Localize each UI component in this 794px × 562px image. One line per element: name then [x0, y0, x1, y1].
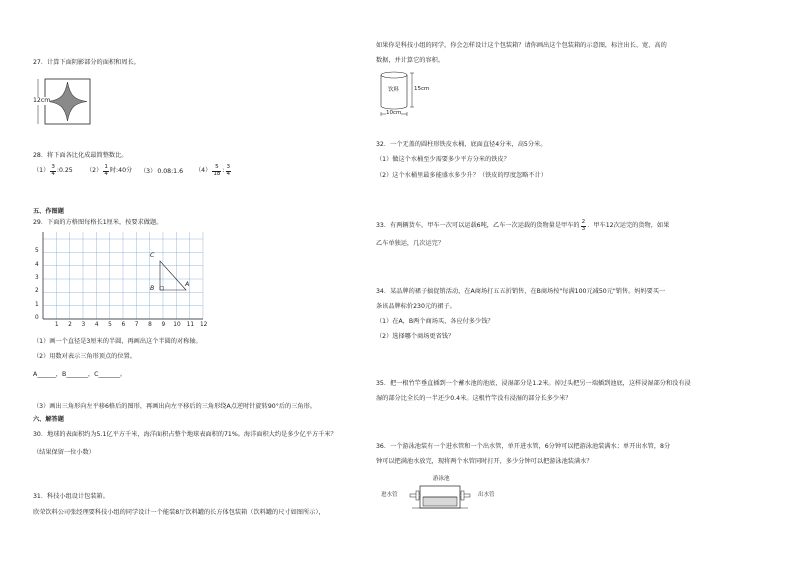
q36-pool-figure — [376, 473, 536, 518]
q33-part2: ．甲车12次运完的货物，如果 — [587, 222, 670, 230]
x-tick-label: 7 — [134, 322, 139, 328]
q31-continued-line2: 数据，并计算它的容积。 — [376, 57, 445, 64]
fraction: $\frac{5}{18}$ — [213, 164, 221, 177]
ratio-separator: : — [222, 167, 225, 175]
x-tick-label: 10 — [173, 322, 181, 328]
q28-item-label: （3） — [140, 168, 157, 175]
q28-item-label: （1） — [33, 167, 50, 175]
q28-item-4 — [195, 165, 231, 177]
x-tick-label: 9 — [161, 322, 166, 328]
q29-sub1: （1）画一个直径是3厘米的半圆，再画出这个半圆的对称轴。 — [33, 338, 202, 345]
x-tick-label: 6 — [121, 322, 126, 328]
y-tick-label: 3 — [35, 275, 39, 281]
q27-figure — [33, 78, 95, 126]
q27-text: 27．计算下面阴影部分的面积和周长。 — [33, 59, 140, 66]
q34-sub2: （2）选择哪个商场更省钱？ — [376, 333, 455, 340]
q29-answer-blanks: A______，B_______，C_______。 — [33, 371, 127, 378]
y-tick-label: 0 — [35, 315, 39, 321]
q29-sub2: （2）用数对表示三角形顶点的位置。 — [33, 353, 136, 360]
y-tick-label: 4 — [35, 261, 39, 268]
q28-item-rest: :0.25 — [56, 167, 73, 175]
outlet-label: 出水管 — [478, 492, 495, 498]
fraction: $\frac{3}{4}$ — [226, 164, 231, 177]
q32-sub2: （2）这个水桶里最多能盛水多少升？（铁皮的厚度忽略不计） — [376, 172, 547, 179]
x-tick-label: 12 — [199, 322, 208, 328]
q35-line2: 湿的部分比全长的一半还少0.4米。这根竹竿没有浸湿的部分长多少米？ — [376, 395, 572, 402]
q34-line2: 条该品牌标价230元的裙子。 — [376, 303, 456, 310]
inlet-label: 进水管 — [381, 492, 398, 498]
can-width-label: 10cm — [386, 110, 402, 116]
q29-text: 29．下面的方格图每格长1厘米，按要求做题。 — [33, 219, 163, 226]
triangle-vertex-a: A — [185, 281, 190, 288]
q29-sub3: （3）画出三角形向左平移6格后的图形，再画出向左平移后的三角形绕A点逆时针旋转90°后的三角形。 — [33, 403, 316, 410]
fraction: $\frac{3}{4}$ — [51, 164, 55, 177]
x-tick-label: 2 — [68, 322, 72, 328]
q35-line1: 35．把一根竹竿垂直插到一个蓄水池的池底，浸湿部分是1.2米。掉过头把另一端插到池底，这样浸湿部分和没有浸 — [376, 380, 691, 387]
fraction: $\frac{1}{4}$ — [104, 164, 108, 177]
x-tick-label: 3 — [81, 322, 86, 328]
q28-item-1 — [33, 165, 73, 177]
q31-can-figure — [376, 69, 436, 121]
triangle-vertex-b: B — [150, 285, 155, 292]
section-heading: 五、作图题 — [33, 208, 64, 215]
q27-dimension-label: 12cm — [33, 97, 51, 104]
q28-item-rest: 0.08:1.6 — [157, 168, 184, 175]
q31-text: 31．科技小组设计包装箱。 — [33, 493, 109, 500]
x-tick-label: 8 — [148, 322, 152, 328]
q28-item-3 — [140, 168, 183, 176]
q34-line1: 34．某品牌的裙子搞促销活动，在A商场打五五折销售，在B商场按"每满100元减50元"销售。妈妈要买一 — [376, 288, 666, 295]
q33-part1: 33．有两辆货车，甲车一次可以运载6吨，乙车一次运载的货物量是甲车的 — [376, 222, 580, 230]
q33-line1 — [376, 220, 669, 232]
q36-line2: 钟可以把满池水放完，现将两个水管同时打开，多少分钟可以把游泳池装满水？ — [376, 458, 593, 465]
q32-sub1: （1）做这个水桶至少需要多少平方分米的铁皮？ — [376, 156, 510, 163]
pool-label: 游泳池 — [433, 476, 450, 482]
q33-line2: 乙车单独运，几次运完？ — [376, 240, 445, 247]
q28-item-label: （2） — [86, 167, 103, 175]
q28-item-2 — [86, 165, 132, 177]
q30-text: 30．地球的表面积约为5.1亿平方千米，海洋面积占整个地球表面积的71%。海洋面积大约是多少亿平方千米？ — [33, 431, 337, 438]
q28-text: 28．将下面各比化成最简整数比。 — [33, 152, 128, 159]
fraction: $\frac{2}{3}$ — [581, 219, 586, 232]
y-tick-label: 5 — [35, 248, 39, 255]
can-label: 饮料 — [388, 87, 400, 93]
q28-item-label: （4） — [195, 167, 212, 175]
triangle-vertex-c: C — [150, 252, 155, 259]
q36-line1: 36．一个游泳池装有一个进水管和一个出水管，单开进水管，6分钟可以把游泳池装满水；单开出水管，8分 — [376, 443, 671, 450]
y-tick-label: 1 — [35, 301, 39, 308]
q31-continued-line1: 如果你是科技小组的同学，你会怎样设计这个包装箱？请你画出这个包装箱的示意图，标注出长、宽、高的 — [376, 42, 667, 49]
q30-note: （结果保留一位小数） — [33, 449, 95, 456]
q29-grid-figure — [33, 228, 208, 332]
section-heading: 六、解答题 — [33, 416, 64, 423]
q32-text: 32．一个无盖的圆柱形铁皮水桶，底面直径4分米，高5分米。 — [376, 141, 547, 148]
q28-item-rest: 时:40分 — [109, 167, 133, 175]
can-height-label: 15cm — [414, 86, 430, 92]
x-tick-label: 1 — [54, 322, 59, 328]
x-tick-label: 4 — [94, 322, 99, 328]
x-tick-label: 5 — [108, 322, 112, 328]
q31-line2: 欣荣饮料公司张经理要科技小组的同学设计一个能装8厅饮料罐的长方体包装箱（饮料罐的尺寸如图所示）， — [33, 509, 325, 516]
x-tick-label: 11 — [186, 322, 195, 328]
y-tick-label: 2 — [35, 288, 39, 295]
q34-sub1: （1）在A，B两个商场买，各应付多少钱？ — [376, 318, 494, 325]
